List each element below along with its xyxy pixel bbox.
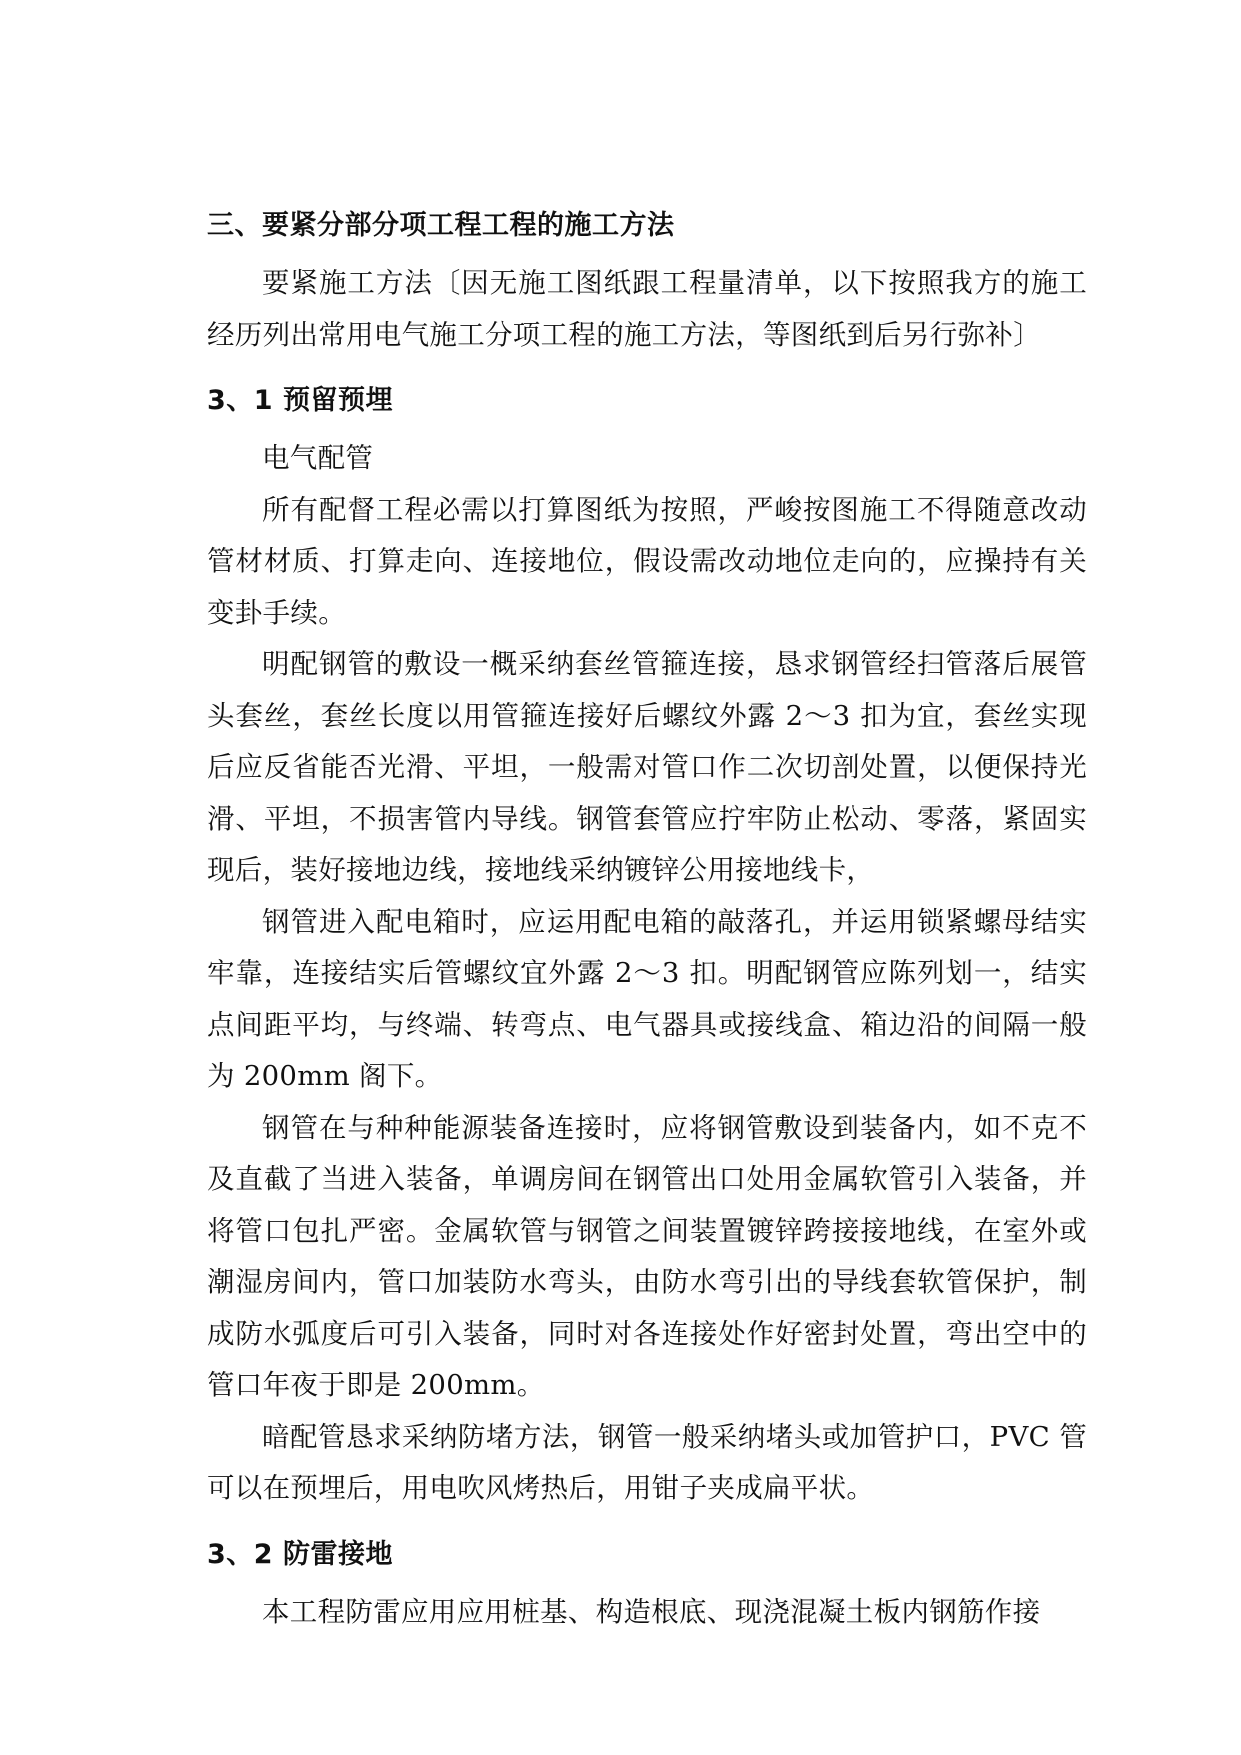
subheading-electrical-conduit: 电气配管	[262, 442, 374, 474]
paragraph: 钢管进入配电箱时，应运用配电箱的敲落孔，并运用锁紧螺母结实牢靠，连接结实后管螺纹宜外露 2～3 扣。明配钢管应陈列划一，结实点间距平均，与终端、转弯点、电气器具或接线盒、箱边沿的间隔一般为 200mm 阁下。	[207, 905, 1087, 1092]
document-body	[207, 208, 1087, 1638]
section-title: 三、要紧分部分项工程工程的施工方法	[207, 210, 675, 241]
subsection-title-3-1: 3、1 预留预埋	[207, 385, 393, 416]
paragraph: 钢管在与种种能源装备连接时，应将钢管敷设到装备内，如不克不及直截了当进入装备，单调房间在钢管出口处用金属软管引入装备，并将管口包扎严密。金属软管与钢管之间装置镀锌跨接接地线，在室外或潮湿房间内，管口加装防水弯头，由防水弯引出的导线套软管保护，制成防水弧度后可引入装备，同时对各连接处作好密封处置，弯出空中的管口年夜于即是 200mm。	[207, 1111, 1087, 1401]
paragraph: 暗配管恳求采纳防堵方法，钢管一般采纳堵头或加管护口，PVC 管可以在预埋后，用电吹风烤热后，用钳子夹成扁平状。	[207, 1420, 1087, 1504]
subsection-title-3-2: 3、2 防雷接地	[207, 1538, 393, 1570]
paragraph: 明配钢管的敷设一概采纳套丝管箍连接，恳求钢管经扫管落后展管头套丝，套丝长度以用管箍连接好后螺纹外露 2～3 扣为宜，套丝实现后应反省能否光滑、平坦，一般需对管口作二次切剖处置，以便保持光滑、平坦，不损害管内导线。钢管套管应拧牢防止松动、零落，紧固实现后，装好接地边线，接地线采纳镀锌公用接地线卡，	[207, 648, 1087, 886]
paragraph: 本工程防雷应用应用桩基、构造根底、现浇混凝土板内钢筋作接	[262, 1595, 1041, 1628]
paragraph: 所有配督工程必需以打算图纸为按照，严峻按图施工不得随意改动管材材质、打算走向、连接地位，假设需改动地位走向的，应操持有关变卦手续。	[207, 493, 1087, 629]
intro-paragraph: 要紧施工方法〔因无施工图纸跟工程量清单，以下按照我方的施工经历列出常用电气施工分项工程的施工方法，等图纸到后另行弥补〕	[207, 267, 1087, 351]
